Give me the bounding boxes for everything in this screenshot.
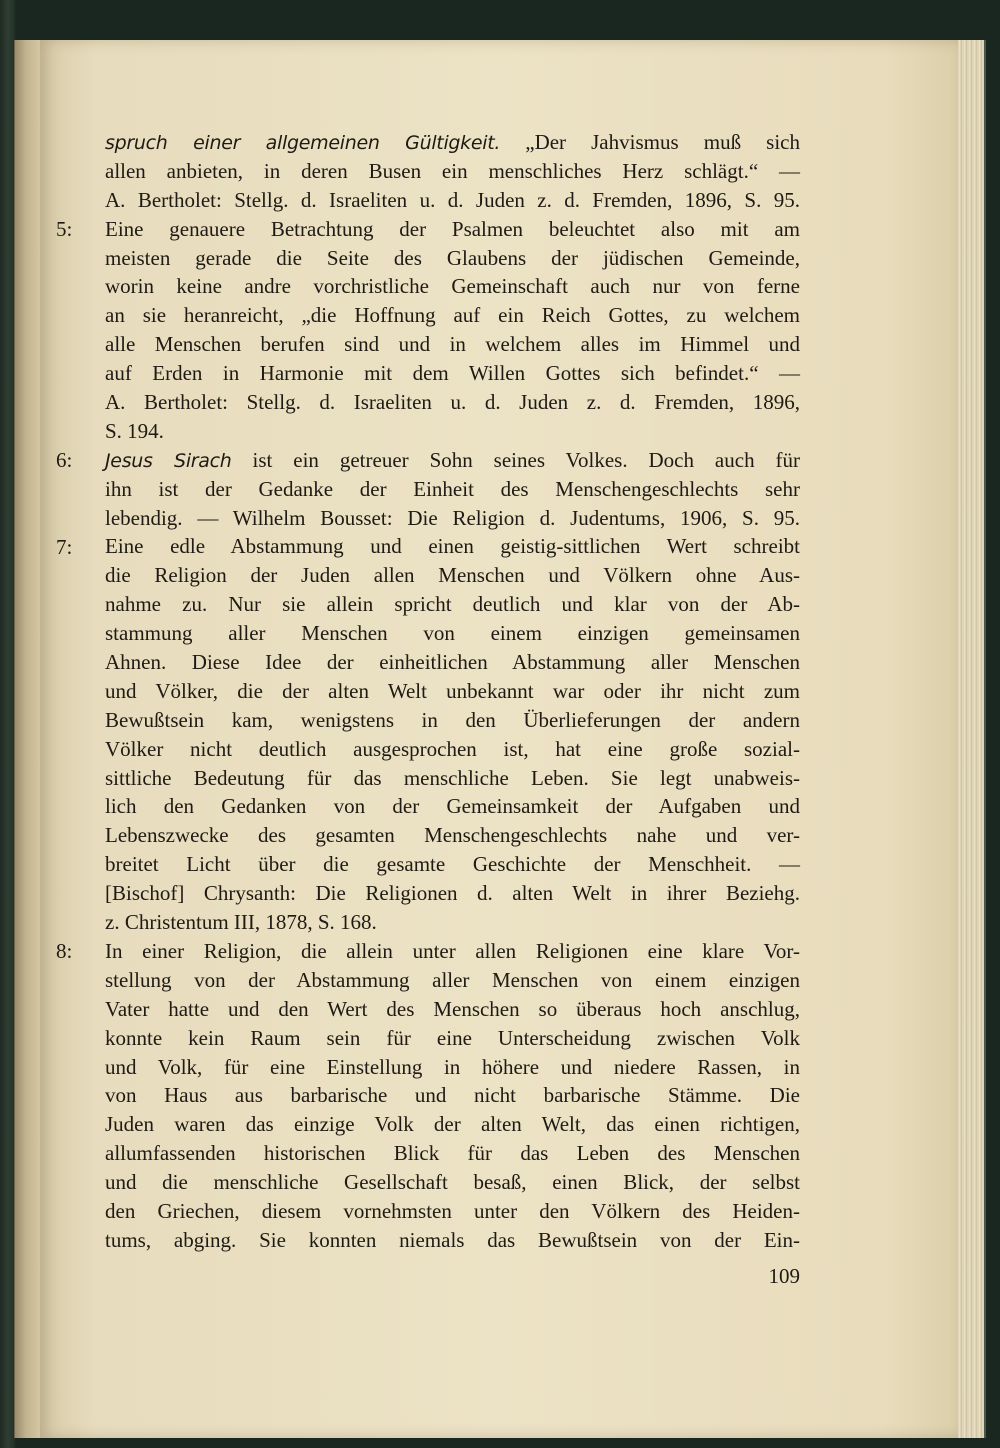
citation-line: A. Bertholet: Stellg. d. Israeliten u. d. Juden z. d. Fremden, 1896, S. 95. bbox=[105, 187, 800, 212]
note-7-line: Völker nicht deutlich ausgesprochen ist, hat eine große sozial- bbox=[105, 736, 800, 761]
note-8-line: und Volk, für eine Einstellung in höhere und niedere Rassen, in bbox=[105, 1054, 800, 1079]
note-6-line bbox=[105, 446, 800, 475]
note-number-5: 5: bbox=[56, 217, 73, 241]
note-8-line: konnte kein Raum sein für eine Unterscheidung zwischen Volk bbox=[105, 1025, 800, 1050]
note-5-line: S. 194. bbox=[105, 418, 164, 443]
note-6-line: lebendig. — Wilhelm Bousset: Die Religion d. Judentums, 1906, S. 95. bbox=[105, 505, 800, 530]
italic-phrase: Jesus Sirach bbox=[105, 449, 232, 472]
note-5-line: worin keine andre vorchristliche Gemeinschaft auch nur von ferne bbox=[105, 274, 800, 299]
note-7-line: stammung aller Menschen von einem einzigen gemeinsamen bbox=[105, 621, 800, 646]
text-line bbox=[105, 128, 800, 157]
text-fragment: ist ein getreuer Sohn seines Volkes. Doch auch für bbox=[252, 447, 800, 472]
text-fragment: „Der Jahvismus muß sich bbox=[525, 130, 800, 154]
note-8-line: und die menschliche Gesellschaft besaß, einen Blick, der selbst bbox=[105, 1170, 800, 1195]
note-number-6: 6: bbox=[56, 448, 73, 472]
note-8-line: Vater hatte und den Wert des Menschen so überaus hoch anschlug, bbox=[105, 996, 800, 1021]
note-7-line: Bewußtsein kam, wenigstens in den Überlieferungen der andern bbox=[105, 707, 800, 732]
note-7-line: Ahnen. Diese Idee der einheitlichen Abstammung aller Menschen bbox=[105, 650, 800, 675]
note-5-line: Eine genauere Betrachtung der Psalmen beleuchtet also mit am bbox=[105, 216, 800, 241]
note-number-7: 7: bbox=[56, 535, 73, 559]
note-5-line: alle Menschen berufen sind und in welchem alles im Himmel und bbox=[105, 332, 800, 357]
note-8-line: stellung von der Abstammung aller Menschen von einem einzigen bbox=[105, 967, 800, 992]
note-7-line: z. Christentum III, 1878, S. 168. bbox=[105, 910, 377, 935]
text-line: allen anbieten, in deren Busen ein menschliches Herz schlägt.“ — bbox=[105, 158, 800, 183]
page-number: 109 bbox=[768, 1264, 800, 1288]
note-7-line: Lebenszwecke des gesamten Menschengeschlechts nahe und ver- bbox=[105, 823, 800, 848]
note-8-line: den Griechen, diesem vornehmsten unter den Völkern des Heiden- bbox=[105, 1198, 800, 1223]
note-7-line: die Religion der Juden allen Menschen und Völkern ohne Aus- bbox=[105, 563, 800, 588]
note-7-line: [Bischof] Chrysanth: Die Religionen d. alten Welt in ihrer Beziehg. bbox=[105, 881, 800, 906]
note-5-line: auf Erden in Harmonie mit dem Willen Gottes sich befindet.“ — bbox=[105, 361, 800, 386]
note-7-line: nahme zu. Nur sie allein spricht deutlich und klar von der Ab- bbox=[105, 592, 800, 617]
note-8-line: Juden waren das einzige Volk der alten Welt, das einen richtigen, bbox=[105, 1112, 800, 1137]
note-8-line: allumfassenden historischen Blick für das Leben des Menschen bbox=[105, 1141, 800, 1166]
page-edges bbox=[958, 40, 986, 1438]
note-7-line: Eine edle Abstammung und einen geistig-sittlichen Wert schreibt bbox=[105, 534, 800, 559]
note-5-line: an sie heranreicht, „die Hoffnung auf ein Reich Gottes, zu welchem bbox=[105, 303, 800, 328]
note-7-line: lich den Gedanken von der Gemeinsamkeit der Aufgaben und bbox=[105, 794, 800, 819]
note-6-line: ihn ist der Gedanke der Einheit des Menschengeschlechts sehr bbox=[105, 476, 800, 501]
note-8-line: von Haus aus barbarische und nicht barbarische Stämme. Die bbox=[105, 1083, 800, 1108]
note-5-line: meisten gerade die Seite des Glaubens der jüdischen Gemeinde, bbox=[105, 245, 800, 270]
note-7-line: und Völker, die der alten Welt unbekannt war oder ihr nicht zum bbox=[105, 678, 800, 703]
page-body bbox=[105, 128, 800, 1255]
note-5-line: A. Bertholet: Stellg. d. Israeliten u. d. Juden z. d. Fremden, 1896, bbox=[105, 390, 800, 415]
book-gutter bbox=[14, 40, 43, 1438]
italic-phrase: spruch einer allgemeinen Gültigkeit. bbox=[105, 132, 501, 154]
note-8-line: In einer Religion, die allein unter allen Religionen eine klare Vor- bbox=[105, 938, 800, 963]
note-number-8: 8: bbox=[56, 939, 73, 963]
note-8-line: tums, abging. Sie konnten niemals das Bewußtsein von der Ein- bbox=[105, 1227, 800, 1252]
note-7-line: breitet Licht über die gesamte Geschichte der Menschheit. — bbox=[105, 852, 800, 877]
note-7-line: sittliche Bedeutung für das menschliche Leben. Sie legt unabweis- bbox=[105, 765, 800, 790]
